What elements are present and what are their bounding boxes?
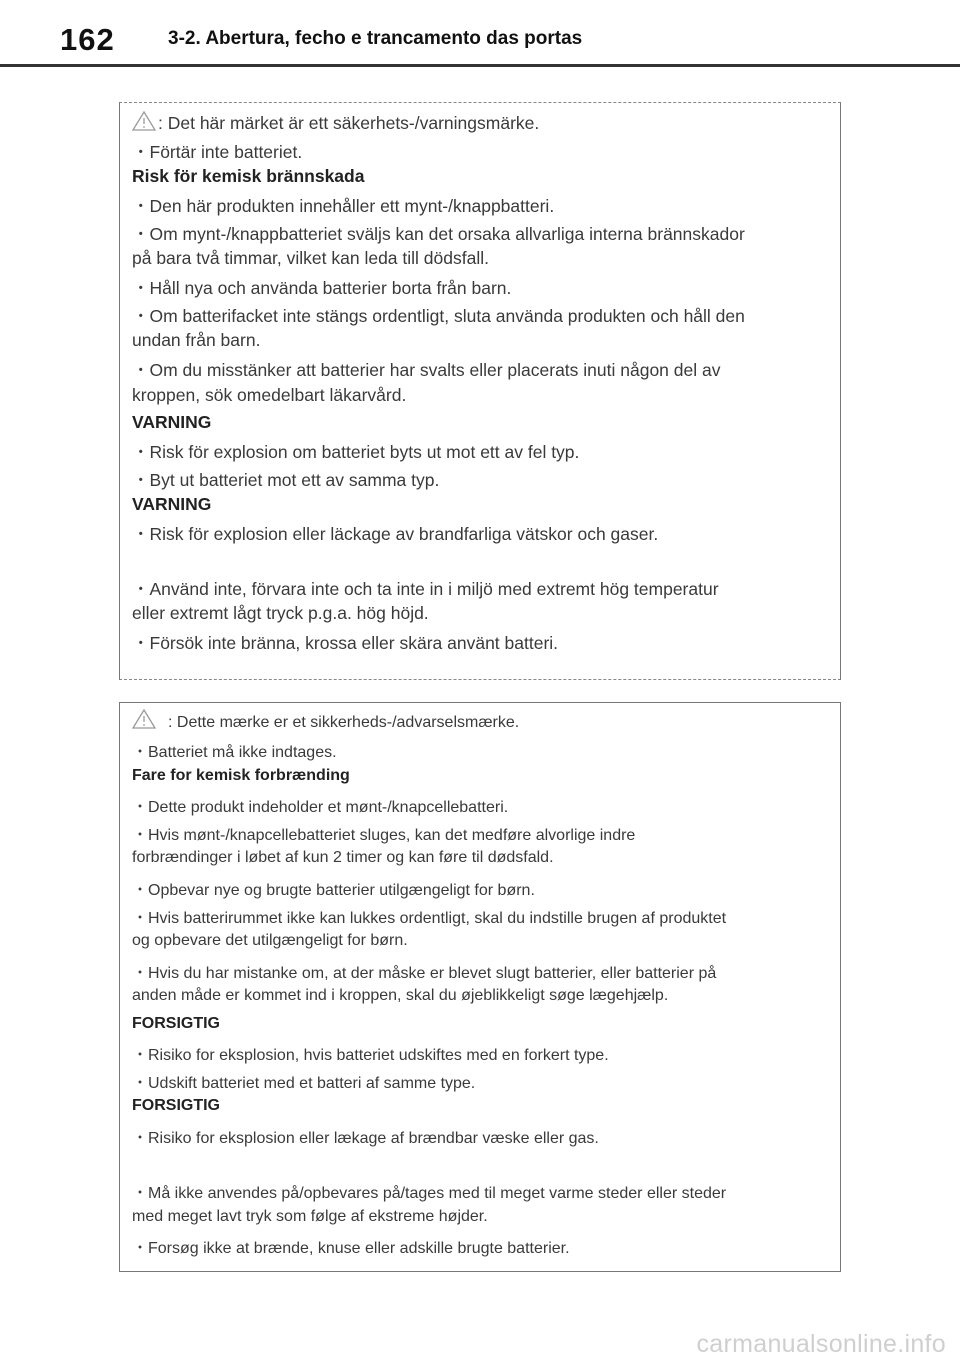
- text-line: og opbevare det utilgængeligt for børn.: [132, 932, 408, 949]
- warning-label-line: : Det här märket är ett säkerhets-/varningsmärke.: [132, 111, 539, 136]
- subheading: FORSIGTIG: [132, 1015, 220, 1032]
- text-line: ・Hvis batterirummet ikke kan lukkes ordentligt, skal du indstille brugen af produktet: [132, 910, 727, 927]
- page-header: [0, 0, 960, 70]
- text-line: ・Förtär inte batteriet.: [132, 142, 303, 162]
- text-line: eller extremt lågt tryck p.g.a. hög höjd.: [132, 603, 429, 623]
- text-line: ・Om batterifacket inte stängs ordentligt, sluta använda produkten och håll den: [132, 306, 745, 326]
- text-line: ・Dette produkt indeholder et mønt-/knapcellebatteri.: [132, 799, 509, 816]
- swedish-warning-box: [119, 102, 841, 680]
- text-line: ・Batteriet må ikke indtages.: [132, 744, 337, 761]
- subheading: Fare for kemisk forbrænding: [132, 767, 350, 784]
- watermark-url: carmanualsonline.info: [696, 1330, 946, 1358]
- text-line: på bara två timmar, vilket kan leda till dödsfall.: [132, 248, 489, 268]
- text-line: ・Den här produkten innehåller ett mynt-/knappbatteri.: [132, 196, 555, 216]
- text-line: ・Hvis du har mistanke om, at der måske er blevet slugt batterier, eller batterier på: [132, 965, 717, 982]
- text-line: ・Opbevar nye og brugte batterier utilgængeligt for børn.: [132, 882, 535, 899]
- text-line: ・Risiko for eksplosion eller lækage af brændbar væske eller gas.: [132, 1130, 599, 1147]
- text-line: ・Hvis mønt-/knapcellebatteriet sluges, kan det medføre alvorlige indre: [132, 827, 636, 844]
- danish-warning-box: [119, 702, 841, 1272]
- section-title: 3-2. Abertura, fecho e trancamento das portas: [168, 28, 583, 49]
- text-line: ・Forsøg ikke at brænde, knuse eller adskille brugte batterier.: [132, 1240, 570, 1257]
- text-line: kroppen, sök omedelbart läkarvård.: [132, 385, 407, 405]
- text-line: ・Använd inte, förvara inte och ta inte in i miljö med extremt hög temperatur: [132, 579, 719, 599]
- text-line: ・Udskift batteriet med et batteri af samme type.: [132, 1075, 476, 1092]
- warning-triangle-icon: [132, 709, 156, 734]
- text-line: undan från barn.: [132, 330, 261, 350]
- page-number: 162: [60, 22, 115, 57]
- text-line: ・Försök inte bränna, krossa eller skära använt batteri.: [132, 633, 559, 653]
- text-line: ・Om mynt-/knappbatteriet sväljs kan det orsaka allvarliga interna brännskador: [132, 224, 745, 244]
- text-line: ・Må ikke anvendes på/opbevares på/tages med til meget varme steder eller steder: [132, 1185, 727, 1202]
- text-line: ・Risk för explosion eller läckage av brandfarliga vätskor och gaser.: [132, 524, 659, 544]
- warning-label-line: : Dette mærke er et sikkerheds-/advarselsmærke.: [132, 709, 519, 734]
- subheading: Risk för kemisk brännskada: [132, 166, 365, 186]
- subheading: VARNING: [132, 412, 212, 432]
- text-line: ・Byt ut batteriet mot ett av samma typ.: [132, 470, 440, 490]
- text-line: ・Om du misstänker att batterier har svalts eller placerats inuti någon del av: [132, 360, 721, 380]
- warning-triangle-icon: [132, 111, 156, 136]
- text-line: med meget lavt tryk som følge af ekstreme højder.: [132, 1208, 488, 1225]
- text-line: ・Håll nya och använda batterier borta från barn.: [132, 278, 512, 298]
- header-divider: [0, 64, 960, 67]
- text-line: anden måde er kommet ind i kroppen, skal du øjeblikkeligt søge lægehjælp.: [132, 987, 669, 1004]
- text-line: ・Risiko for eksplosion, hvis batteriet udskiftes med en forkert type.: [132, 1047, 609, 1064]
- subheading: FORSIGTIG: [132, 1097, 220, 1114]
- text-line: forbrændinger i løbet af kun 2 timer og kan føre til dødsfald.: [132, 849, 554, 866]
- subheading: VARNING: [132, 494, 212, 514]
- text-line: ・Risk för explosion om batteriet byts ut mot ett av fel typ.: [132, 442, 580, 462]
